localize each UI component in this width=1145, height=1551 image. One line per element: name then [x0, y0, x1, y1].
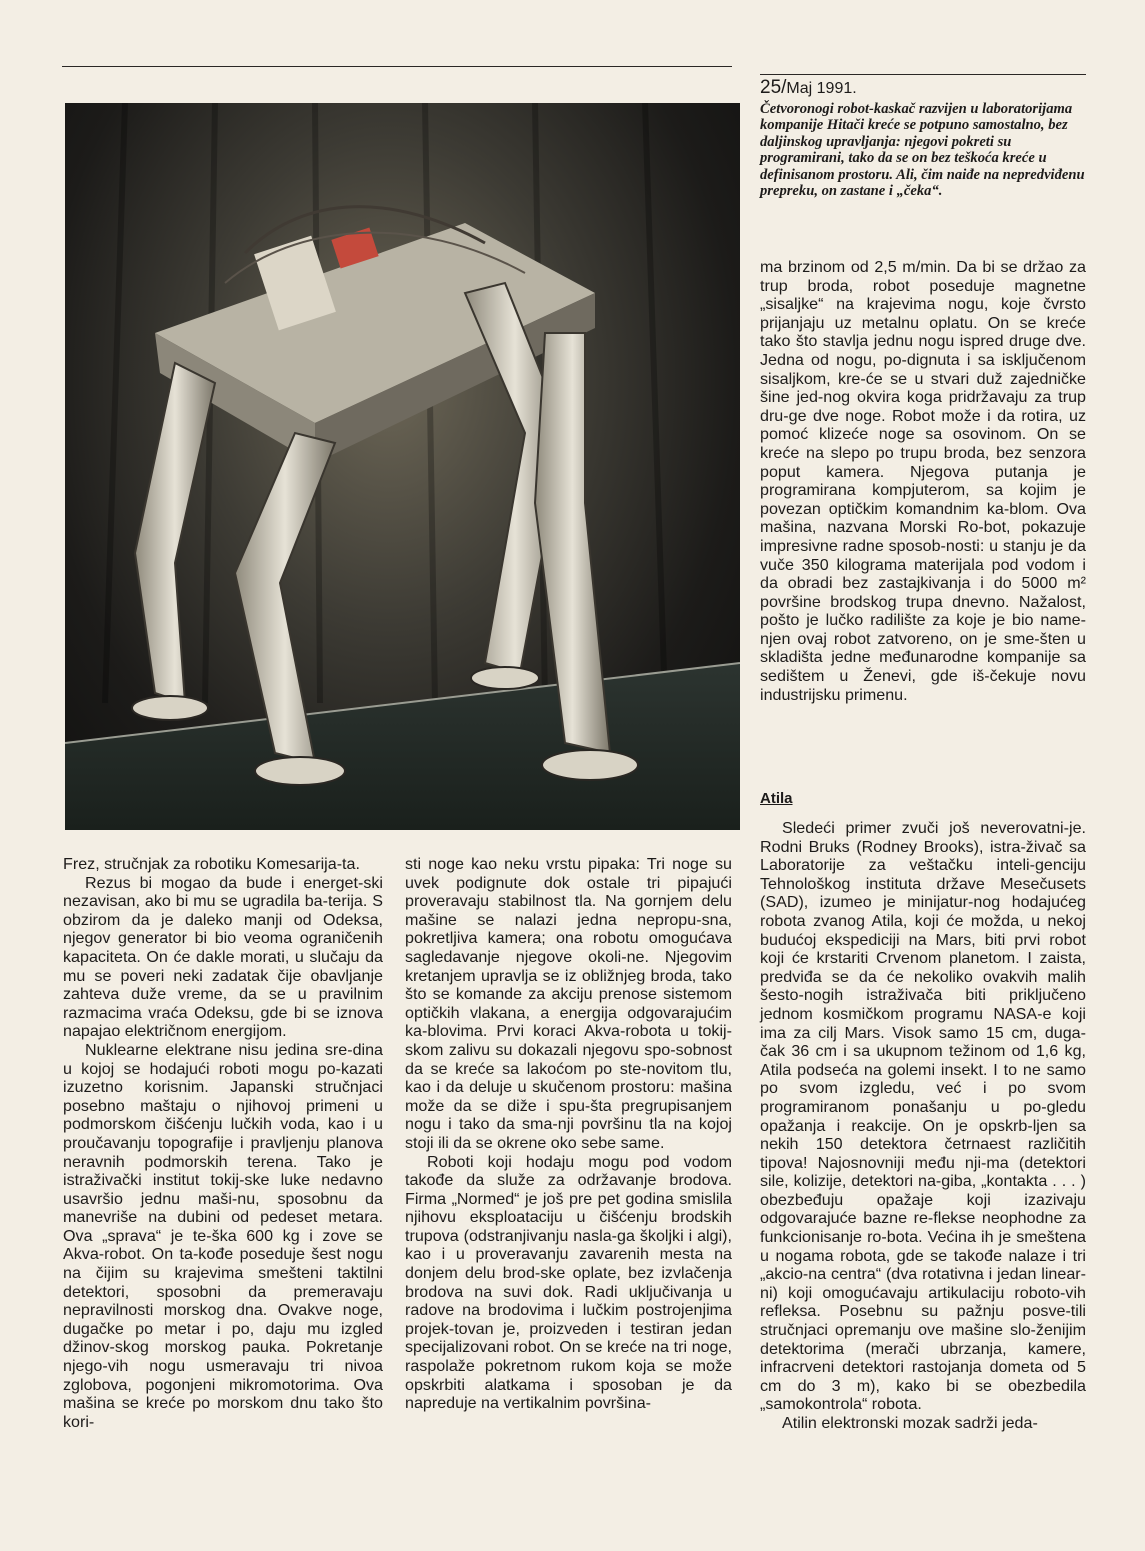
paragraph: Rezus bi mogao da bude i energet-ski nezavisan, ako bi mu se ugradila ba-terija. S obzirom da je daleko manji od Odeksa, njegov generator bi bio veoma ograničenih kapaciteta. On će dakle morati, u slučaju da mu se poveri neki zadatak čije obavljanje zahteva duže vreme, da se u pravilnim razmacima vraća Odeksu, gde bi se iznova napajao električnom energijom.	[63, 873, 383, 1041]
photo-caption	[760, 101, 1086, 199]
section-heading: Atila	[760, 790, 793, 807]
text-column-2	[405, 855, 732, 1413]
header-rule-left	[62, 66, 732, 67]
robot-illustration	[65, 103, 740, 830]
issue-year: 1991.	[812, 80, 857, 97]
issue-label	[760, 76, 857, 101]
text-column-1	[63, 855, 383, 1431]
paragraph: Atilin elektronski mozak sadrži jeda-	[782, 1414, 1038, 1432]
caption-text: Četvoronogi robot-kaskač razvijen u laboratorijama kompanije Hitači kreće se potpuno samostalno, bez daljinskog upravljanja: njegovi pokreti su programirani, tako da se on bez teškoća kreće u definisanom prostoru. Ali, čim naiđe na nepredviđenu prepreku, on zastane i „čeka“.	[760, 101, 1085, 200]
header-rule-right	[760, 74, 1086, 75]
paragraph: ma brzinom od 2,5 m/min. Da bi se držao za trup broda, robot poseduje magnetne „sisaljke“ na krajevima nogu, koje čvrsto prijanjaju uz metalnu oplatu. On se kreće tako što stavlja jednu nogu ispred druge dve. Jedna od nogu, po-dignuta i sa isključenom sisaljkom, kre-će se u stvari duž zajedničke šine jed-nog okvira koga pridržavaju za trup dru-ge dve noge. Robot može i da rotira, uz pomoć klizeće noge sa osovinom. On se kreće na slepo po trupu broda, bez senzora poput kamera. Njegova putanja je programirana kompjuterom, sa kojim je povezan optičkim komandnim ka-blom. Ova mašina, nazvana Morski Ro-bot, pokazuje impresivne radne sposob-nosti: u stanju je da vuče 350 kilograma materijala pod vodom i da obradi bez zastajkivanja i do 5000 m² površine brodskog trupa dnevno. Nažalost, pošto je lučko radilište za koje je bio name-njen ovaj robot zatvoreno, on je sme-šten u skladišta jedne međunarodne kompanije sa sedištem u Ženevi, gde iš-čekuje novu industrijsku primenu.	[760, 258, 1086, 704]
paragraph: Nuklearne elektrane nisu jedina sre-dina u kojoj se hodajući roboti mogu po-kazati izuzetno korisnim. Japanski stručnjaci posebno maštaju o njihovoj primeni u podmorskom čišćenju lučkih voda, kao i u proučavanju topografije i pravljenju planova neravnih podmorskih terena. Tako je istraživački institut tokij-ske luke nedavno usavršio jednu maši-nu, sposobnu da manevriše na dubini od pedeset metara. Ova „sprava“ je te-ška 600 kg i zove se Akva-robot. On ta-kođe poseduje šest nogu na čijim su krajevima smešteni taktilni detektori, sposobni da premeravaju nepravilnosti morskog dna. Ovakve noge, dugačke po metar i po, daju mu izgled džinov-skog morskog pauka. Pokretanje njego-vih nogu usmeravaju tri nivoa zglobova, pogonjeni mikromotorima. Ova mašina se kreće po morskom dnu tako što kori-	[63, 1040, 383, 1431]
paragraph: Sledeći primer zvuči još neverovatni-je. Rodni Bruks (Rodney Brooks), istra-živač sa Laboratorije za veštačku inteli-genciju Tehnološkog instituta države Mesečusets (SAD), izumeo je minijatur-nog hodajućeg robota zvanog Atila, koji će možda, u nekoj budućoj ekspediciji na Mars, biti prvi robot koji će krstariti Crvenom planetom. I zaista, predviđa se da će nekoliko ovakvih malih šesto-nogih istraživača biti priključeno jednom kosmičkom programu NASA-e koji ima za cilj Mars. Visok samo 15 cm, duga-čak 36 cm i sa ukupnom težinom od 1,6 kg, Atila podseća na golemi insekt. I to ne samo po svom izgledu, već i po svom programiranom ponašanju u po-gledu opažanja i reakcije. On je opskrb-ljen sa nekih 150 detektora četrnaest različitih tipova! Najosnovniji među nji-ma (detektori sile, kolizije, detektori na-giba, „kontakta . . . ) obezbeđuju opažaje koji izazivaju odgovarajuće bazne re-flekse neophodne za funkcionisanje ro-bota. Većina ih je smeštena u nogama robota, gde se takođe nalaze i tri „akcio-na centra“ (dva rotativna i jedan linear-ni) koji omogućavaju artikulaciju roboto-vih refleksa. Posebnu su pažnju posve-tili stručnjaci opremanju ove mašine slo-ženijim detektorima (merači ubrzanja, kamere, infracrveni detektori rastojanja dometa od 5 cm do 3 m), kako bi se obezbedila „samokontrola“ robota.	[760, 819, 1086, 1414]
paragraph: Frez, stručnjak za robotiku Komesarija-ta.	[63, 855, 360, 873]
issue-number: 25/	[760, 77, 787, 98]
text-column-3-bottom	[760, 819, 1086, 1433]
issue-month: Maj	[786, 80, 813, 97]
text-column-3-top	[760, 258, 1086, 704]
robot-photo	[65, 103, 740, 830]
paragraph: sti noge kao neku vrstu pipaka: Tri noge su uvek podignute dok ostale tri pipajući proveravaju stabilnost tla. Na gornjem delu mašine se nalazi jedna nepropu-sna, pokretljiva kamera; ona robotu omogućava sagledavanje njegove okoli-ne. Njegovim kretanjem upravlja se iz obližnjeg broda, tako što se komande za akciju prenose sistemom optičkih vlakana, a energija odgovarajućim ka-blovima. Prvi koraci Akva-robota u tokij-skom zalivu su dokazali njegovu spo-sobnost da se kreće sa lakoćom po ste-novitom tlu, kao i da deluje u skučenom prostoru: mašina može da se diže i spu-šta pregrupisanjem nogu i tako da sma-nji površinu tla na kojoj stoji ili da se okrene oko sebe same.	[405, 855, 732, 1152]
paragraph: Roboti koji hodaju mogu pod vodom takođe da služe za održavanje brodova. Firma „Normed“ je još pre pet godina smislila njihovu eksploataciju u čišćenju brodskih trupova (odstranjivanju nasla-ga školjki i algi), kao i u proveravanju zavarenih mesta na donjem delu brod-ske oplate, bez izvlačenja brodova na suvi dok. Radi uključivanja u radove na brodovima i lučkim postrojenjima projek-tovan je, proizveden i testiran jedan specijalizovani robot. On se kreće na tri noge, raspolaže pokretnom rukom koja se može opskrbiti alatkama i sposoban je da napreduje na vertikalnim površina-	[405, 1152, 732, 1413]
